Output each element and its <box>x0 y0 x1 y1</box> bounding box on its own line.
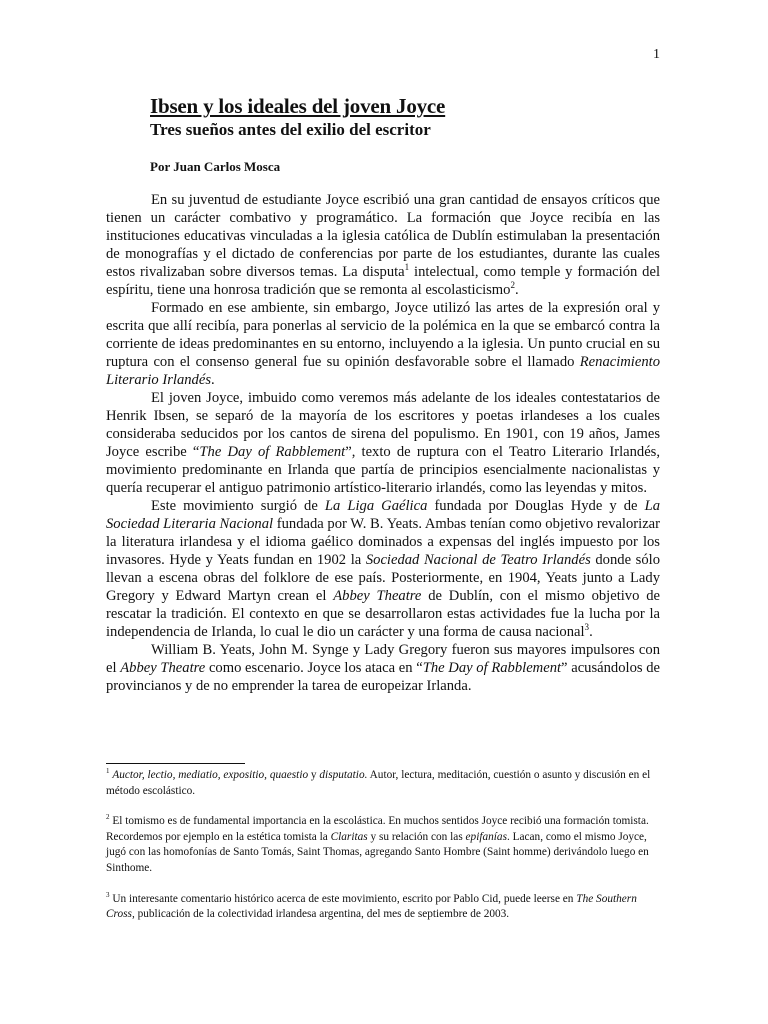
author-byline: Por Juan Carlos Mosca <box>150 159 281 174</box>
page-title: Ibsen y los ideales del joven Joyce <box>150 94 446 118</box>
paragraph-5: William B. Yeats, John M. Synge y Lady Gregory fueron sus mayores impulsores con el Abbey Theatre como escenario. Joyce los ataca en “The Day of Rabblement” acusándolos de provincianos y de no emprender la tarea de europeizar Irlanda. <box>106 642 661 694</box>
paragraph-1: En su juventud de estudiante Joyce escribió una gran cantidad de ensayos críticos que tienen un carácter combativo y programático. La formación que Joyce recibía en las instituciones educativas vinculadas a la iglesia católica de Dublín estimulaban la presentación de monografías y el dictado de conferencias por parte de los estudiantes, durante las cuales estos rivalizaban sobre diversos temas. La disputa$^1$ intelectual, como temple y formación del espíritu, tiene una honrosa tradición que se remonta al escolasticismo$^2$. <box>106 192 660 298</box>
paragraph-2: Formado en ese ambiente, sin embargo, Joyce utilizó las artes de la expresión oral y escrita que allí recibía, para ponerlas al servicio de la polémica en la que se embarcó contra la corriente de ideas predominantes en su entorno, incluyendo a la iglesia. Un punto crucial en su ruptura con el consenso general fue su opinión desfavorable sobre el llamado Renacimiento Literario Irlandés. <box>106 300 660 388</box>
paragraph-3: El joven Joyce, imbuido como veremos más adelante de los ideales contestatarios de Henrik Ibsen, se separó de la mayoría de los escritores y poetas irlandeses a los cuales consideraba seducidos por los cantos de sirena del populismo. En 1901, con 19 años, James Joyce escribe “The Day of Rabblement”, texto de ruptura con el Teatro Literario Irlandés, movimiento predominante en Irlanda que partía de principios esencialmente nacionalistas y quería recuperar el antiguo patrimonio artístico-literario irlandés, como las leyendas y mitos. <box>106 390 660 496</box>
page-subtitle: Tres sueños antes del exilio del escritor <box>150 120 431 139</box>
footnote-3: $^3$ Un interesante comentario histórico acerca de este movimiento, escrito por Pablo Cid, puede leerse en The Southern Cross, publicación de la colectividad irlandesa argentina, del mes de septiembre de 2003. <box>106 890 637 921</box>
footnote-ref-3[interactable]: 3 <box>584 622 590 633</box>
footnote-ref-1[interactable]: 1 <box>404 262 410 273</box>
page-number: 1 <box>653 47 660 62</box>
footnote-1: $^1$ Auctor, lectio, mediatio, expositio, quaestio y disputatio. Autor, lectura, meditación, cuestión o asunto y discusión en el método escolástico. <box>106 767 651 797</box>
footnotes <box>106 768 660 938</box>
footnote-divider <box>106 763 245 764</box>
paragraph-4: Este movimiento surgió de La Liga Gaélica fundada por Douglas Hyde y de La Sociedad Literaria Nacional fundada por W. B. Yeats. Ambas tenían como objetivo revalorizar la literatura irlandesa y el idioma gaélico dominados a expensas del inglés impuesto por los invasores. Hyde y Yeats fundan en 1902 la Sociedad Nacional de Teatro Irlandés donde sólo llevan a escena obras del folklore de ese país. Posteriormente, en 1904, Yeats junto a Lady Gregory y Edward Martyn crean el Abbey Theatre de Dublín, con el mismo objetivo de rescatar la tradición. El contexto en que se desarrollaron estas actividades fue la lucha por la independencia de Irlanda, lo cual le dio un carácter y una forma de causa nacional$^3$. <box>106 498 661 640</box>
footnote-ref-2[interactable]: 2 <box>510 280 515 291</box>
footnote-2: $^2$ El tomismo es de fundamental importancia en la escolástica. En muchos sentidos Joyce recibió una formación tomista. Recordemos por ejemplo en la estética tomista la Claritas y su relación con las epifanías. Lacan, como el mismo Joyce, jugó con las homofonías de Santo Tomás, Saint Thomas, agregando Santo Hombre (Saint homme) derivándolo luego en Sinthome. <box>106 813 649 874</box>
article-body <box>106 191 660 695</box>
